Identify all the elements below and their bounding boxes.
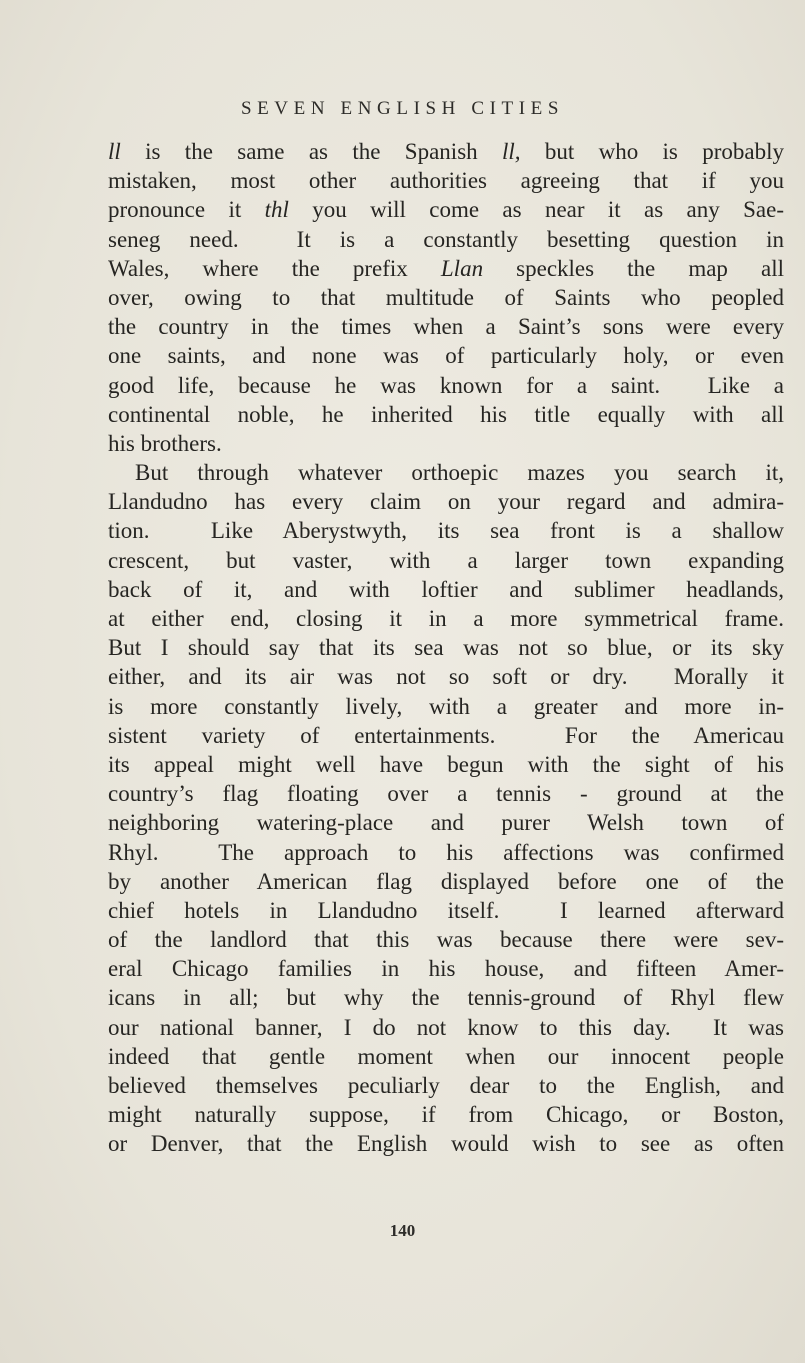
text-run: Wales, where the prefix [108,255,441,281]
text-line [108,487,784,516]
text-line [108,341,784,370]
text-run: pronounce it [108,197,265,223]
text-run: his brothers. [108,430,222,456]
italic-text: ll, [501,139,521,164]
text-run: Rhyl. The approach to his affections was confirmed [108,839,784,865]
text-run: is the same as the Spanish [120,139,502,164]
text-run: of the landlord that this was because there were sev- [108,927,784,953]
running-head: SEVEN ENGLISH CITIES [240,98,565,119]
text-line [108,1013,784,1042]
text-run: our national banner, I do not know to this day. It was [108,1014,784,1040]
text-run: country’s flag floating over a tennis - ground at the [108,781,784,807]
text-line [108,283,784,312]
text-line [108,400,784,429]
text-run: chief hotels in Llandudno itself. I learned afterward [108,897,784,923]
text-line [108,838,784,867]
text-line [108,225,784,254]
text-run: continental noble, he inherited his title equally with all [108,401,784,427]
text-line [108,779,784,808]
text-run: indeed that gentle moment when our innocent people [108,1043,784,1069]
text-line [108,633,784,662]
text-run: back of it, and with loftier and sublimer headlands, [108,576,784,602]
text-run: sistent variety of entertainments. For the Americau [108,722,784,748]
text-run: crescent, but vaster, with a larger town expanding [108,547,784,573]
text-line [108,808,784,837]
text-run: speckles the map all [483,255,784,281]
text-line [108,983,784,1012]
body-text [108,137,784,1159]
text-line [108,1071,784,1100]
text-run: either, and its air was not so soft or dry. Morally it [108,664,784,690]
italic-text: thl [264,197,289,223]
text-line [108,896,784,925]
text-line [108,254,784,283]
text-run: one saints, and none was of particularly holy, or even [108,343,784,369]
text-line [108,604,784,633]
text-run: believed themselves peculiarly dear to the English, and [108,1073,784,1098]
text-run: might naturally suppose, if from Chicago, or Boston, [108,1102,784,1128]
text-run: you will come as near it as any Sae- [288,197,784,223]
text-run: is more constantly lively, with a greater and more in- [108,693,784,719]
text-line [108,137,784,166]
page-number: 140 [389,1221,416,1240]
text-line [108,195,784,224]
text-run: But I should say that its sea was not so blue, or its sky [108,635,784,661]
text-run: seneg need. It is a constantly besetting question in [108,226,784,252]
text-line [108,429,784,458]
text-run: over, owing to that multitude of Saints who peopled [108,284,784,310]
text-run: tion. Like Aberystwyth, its sea front is a shallow [108,518,784,544]
text-line [108,371,784,400]
text-run: good life, because he was known for a saint. Like a [108,372,784,398]
text-line [108,662,784,691]
text-run: the country in the times when a Saint’s sons were every [108,314,784,340]
text-line [108,312,784,341]
text-line [108,575,784,604]
text-run: or Denver, that the English would wish to see as often [108,1131,784,1157]
text-line [108,516,784,545]
text-line [108,1042,784,1071]
text-run: eral Chicago families in his house, and fifteen Amer- [108,956,784,982]
text-run: by another American flag displayed before one of the [108,868,784,894]
text-line [108,867,784,896]
text-run: icans in all; but why the tennis-ground of Rhyl flew [108,985,784,1011]
text-line [108,1100,784,1129]
text-run: mistaken, most other authorities agreeing that if you [108,168,784,194]
text-run: neighboring watering-place and purer Welsh town of [108,810,784,836]
text-line [108,1129,784,1158]
italic-text: Llan [440,255,484,281]
text-line [108,925,784,954]
text-run: Llandudno has every claim on your regard and admira- [108,489,784,515]
text-run: at either end, closing it in a more symmetrical frame. [108,606,784,631]
text-line [108,458,784,487]
text-line [108,750,784,779]
text-run: its appeal might well have begun with the sight of his [108,751,784,777]
text-line [108,546,784,575]
text-line [108,721,784,750]
text-run: But through whatever orthoepic mazes you search it, [135,460,784,486]
text-run: but who is probably [520,139,784,164]
text-line [108,954,784,983]
italic-text: ll [108,139,121,164]
text-line [108,692,784,721]
text-line [108,166,784,195]
